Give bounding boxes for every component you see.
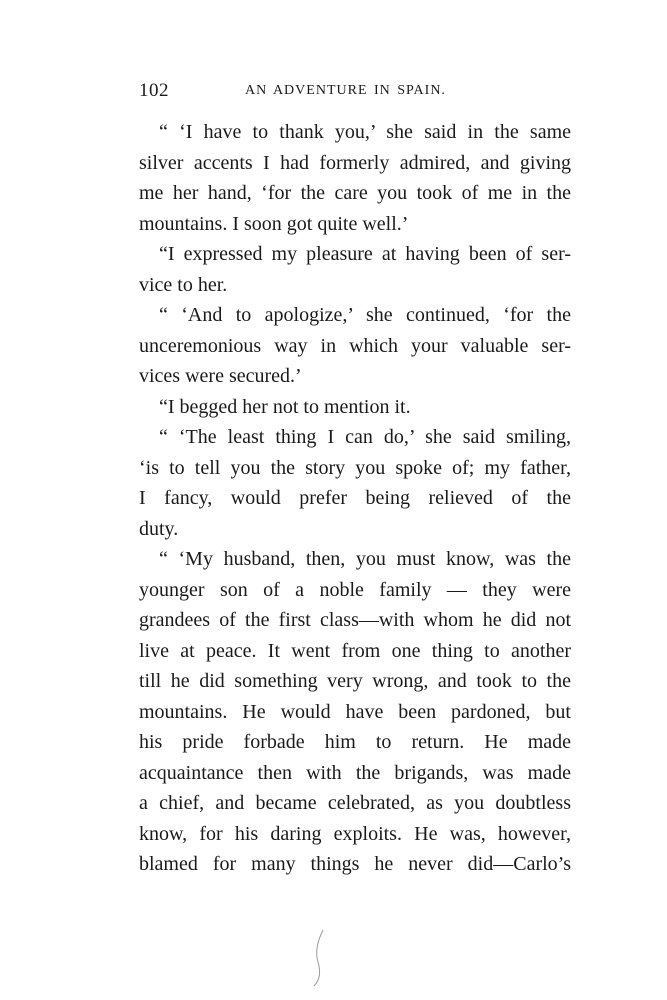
text-line: “ ‘The least thing I can do,’ she said smiling,	[159, 426, 571, 448]
text-line: younger son of a noble family — they were	[139, 578, 571, 601]
text-line: vice to her.	[139, 273, 228, 296]
body-text	[139, 117, 571, 880]
text-line: know, for his daring exploits. He was, however,	[139, 822, 571, 845]
text-line: grandees of the first class—with whom he did not	[139, 609, 571, 631]
text-line: his pride forbade him to return. He made	[139, 731, 571, 753]
text-line: blamed for many things he never did—Carlo’s	[139, 853, 571, 875]
text-line: till he did something very wrong, and took to the	[139, 670, 571, 692]
text-line: duty.	[139, 517, 179, 540]
text-line: me her hand, ‘for the care you took of me in the	[139, 182, 571, 204]
text-line: “ ‘I have to thank you,’ she said in the same	[159, 121, 571, 143]
pencil-mark-icon	[311, 928, 327, 988]
text-line: live at peace. It went from one thing to another	[139, 639, 571, 662]
text-line: “ ‘My husband, then, you must know, was the	[159, 548, 571, 570]
text-line: mountains. He would have been pardoned, but	[139, 700, 571, 723]
text-line: mountains. I soon got quite well.’	[139, 212, 409, 235]
text-line: unceremonious way in which your valuable ser-	[139, 334, 571, 357]
running-title: AN ADVENTURE IN SPAIN.	[245, 83, 446, 98]
text-line: ‘is to tell you the story you spoke of; my father,	[139, 456, 571, 479]
text-line: vices were secured.’	[139, 365, 302, 387]
text-line: “I expressed my pleasure at having been of ser-	[159, 243, 571, 265]
text-line: a chief, and became celebrated, as you doubtless	[139, 792, 571, 814]
page-number: 102	[139, 80, 169, 101]
running-head	[139, 80, 571, 102]
text-line: “ ‘And to apologize,’ she continued, ‘for the	[159, 304, 571, 326]
text-line: silver accents I had formerly admired, and giving	[139, 151, 571, 174]
text-line: I fancy, would prefer being relieved of the	[139, 487, 571, 509]
text-line: “I begged her not to mention it.	[159, 395, 411, 418]
text-line: acquaintance then with the brigands, was made	[139, 761, 571, 784]
